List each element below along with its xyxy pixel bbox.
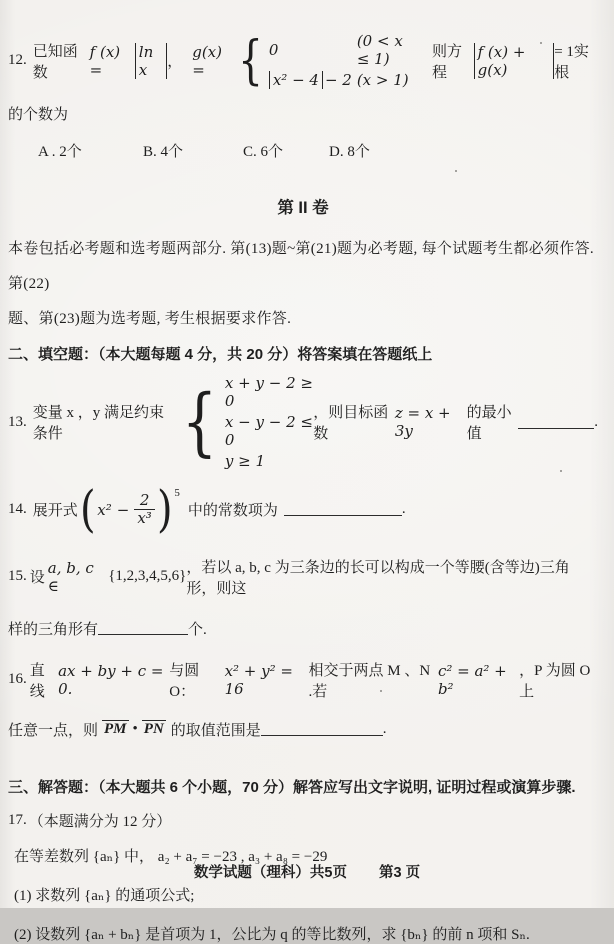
q12-g-definition: g(x) = — [192, 42, 222, 79]
q13-constraints-block — [225, 374, 313, 470]
q16-text-1: 直线 — [29, 662, 45, 700]
q12-equation-abs: f (x) + g(x) — [474, 43, 555, 79]
q15-element-vars: a, b, c ∈ — [47, 558, 94, 595]
q12-case2-value — [269, 71, 357, 89]
choice-d: D. 8个 — [329, 144, 370, 160]
q12-f-definition: f (x) = — [89, 42, 121, 79]
q12-f-abs-expression: ln x — [135, 43, 167, 79]
q16-vector-pm: PM — [104, 721, 127, 737]
q14-pre-text: 展开式 — [32, 503, 78, 520]
q13-constraint-2: x − y − 2 ≤ 0 — [224, 413, 313, 449]
question-12-line2: 的个数为 — [8, 107, 69, 123]
question-17-number: 17. — [8, 811, 27, 828]
question-16-line2 — [8, 719, 598, 740]
q14-answer-blank — [284, 503, 402, 516]
choice-b: B. 4个 — [143, 144, 184, 160]
q14-post-text: 中的常数项为 — [187, 503, 278, 520]
question-12-line1 — [8, 32, 598, 89]
question-13-number: 13. — [8, 413, 27, 430]
q16-text-2: 与圆 O： — [169, 662, 200, 700]
question-16-number: 16. — [8, 671, 27, 687]
q17-part-2: (2) 设数列 {aₙ + bₙ} 是首项为 1，公比为 q 的等比数列，求 {bₙ} 的前 n 项和 Sₙ. — [14, 926, 530, 943]
q16-dot-product-symbol: • — [132, 720, 138, 737]
q16-circle-equation: x² + y² = 16 — [224, 661, 293, 698]
question-17-header — [8, 810, 598, 831]
page-footer — [0, 861, 614, 882]
q12-comma: ， — [167, 54, 183, 70]
q13-constraint-3: y ≥ 1 — [224, 452, 266, 470]
q15-answer-blank — [98, 622, 188, 635]
q12-case2-abs: x² − 4 — [269, 71, 323, 89]
section-2-heading: 二、填空题：（本大题每题 4 分，共 20 分）将答案填在答题纸上 — [8, 346, 433, 363]
q14-minus-sign: − — [116, 500, 130, 519]
question-16 — [8, 659, 598, 740]
question-15 — [8, 556, 598, 639]
q17-score-note: （本题满分为 12 分） — [28, 813, 172, 830]
q12-case-2 — [269, 71, 420, 89]
question-15-line2 — [8, 618, 598, 639]
q12-equation-tail: = 1实根 — [554, 43, 589, 81]
q15-pre-text: 设 — [29, 570, 45, 586]
part-2-title: 第 II 卷 — [277, 199, 329, 217]
q14-fraction-numerator: 2 — [139, 491, 150, 509]
q16-condition-equation: c² = a² + b² — [437, 661, 507, 698]
q12-case2-condition: (x > 1) — [356, 71, 409, 89]
q14-fraction-denominator: x³ — [134, 509, 154, 527]
q16-line-equation: ax + by + c = 0. — [58, 661, 164, 698]
q15-line2-text: 样的三角形有 — [8, 621, 99, 638]
q15-line2-tail: 个. — [188, 621, 207, 638]
scan-speck — [380, 690, 382, 692]
q12-case2-tail: − 2 — [324, 71, 352, 89]
q12-cases-block — [269, 32, 420, 89]
q16-line2-tail: 的取值范围是 — [170, 722, 261, 739]
q12-case1-condition: (0 < x ≤ 1) — [356, 32, 403, 68]
section-3-heading: 三、解答题：（本大题共 6 个小题，70 分）解答应写出文字说明, 证明过程或演算步骤. — [8, 778, 576, 796]
question-16-line1 — [8, 659, 598, 701]
choice-a: A . 2个 — [38, 144, 82, 160]
q12-cases-brace: { — [237, 30, 263, 91]
q14-fraction — [134, 492, 154, 528]
q16-answer-blank — [261, 723, 383, 736]
q12-then-text: 则方程 — [431, 43, 462, 81]
q16-line2-text: 任意一点，则 — [8, 722, 99, 739]
q14-open-paren: ( — [79, 480, 96, 538]
question-12-intro-text: 已知函数 — [32, 43, 78, 81]
q13-answer-blank — [518, 416, 594, 429]
q15-set: {1,2,3,4,5,6} — [108, 568, 187, 584]
q14-base-term: x² — [97, 500, 112, 519]
question-12-choices — [38, 140, 598, 161]
question-14-number: 14. — [8, 501, 27, 518]
intro-line-1: 本卷包括必考题和选考题两部分. 第(13)题~第(21)题为必考题, 每个试题考生都必须作答. 第(22) — [8, 241, 594, 292]
q13-objective-function: z = x + 3y — [394, 404, 451, 440]
question-12-number: 12. — [8, 52, 27, 68]
footer-document-label: 数学试题（理科）共5页 — [193, 865, 347, 881]
q12-case-1 — [269, 32, 420, 68]
q13-period: . — [594, 413, 598, 430]
q16-text-4: ，P 为圆 O 上 — [519, 662, 591, 700]
q12-case1-value: 0 — [268, 41, 279, 59]
q14-close-paren: ) — [156, 480, 173, 538]
q13-post-text: ，则目标函数 — [313, 405, 389, 442]
q16-vector-pn: PN — [143, 721, 164, 737]
q14-period: . — [401, 501, 406, 518]
q13-pre-text: 变量 x ，y 满足约束条件 — [32, 405, 165, 442]
question-13 — [8, 374, 598, 470]
q17-given-conditions: 在等差数列 {aₙ} 中， a₂ + a₇ = −23 , a₃ + a₈ = −29 — [14, 848, 328, 865]
scan-speck — [560, 470, 562, 472]
intro-line-2: 题、第(23)题为选考题, 考生根据要求作答. — [8, 311, 292, 327]
choice-c: C. 6个 — [243, 144, 284, 160]
scan-speck — [455, 170, 457, 172]
intro-paragraph — [8, 232, 598, 337]
q17-part-1: (1) 求数列 {aₙ} 的通项公式; — [14, 887, 195, 904]
q16-text-3: 相交于两点 M 、N .若 — [308, 662, 431, 700]
q13-constraints-brace: { — [181, 379, 218, 465]
footer-page-number: 第3 页 — [379, 865, 421, 881]
q14-exponent: 5 — [174, 487, 180, 499]
q13-constraint-1: x + y − 2 ≥ 0 — [224, 374, 313, 410]
question-15-number: 15. — [8, 568, 27, 584]
question-15-line1 — [8, 556, 598, 598]
question-14 — [8, 480, 598, 538]
q13-post-tail: 的最小值 — [466, 405, 512, 442]
scan-speck — [540, 42, 542, 44]
q15-post-text: ，若以 a, b, c 为三条边的长可以构成一个等腰(含等边)三角形，则这 — [186, 559, 570, 597]
q16-period: . — [382, 720, 387, 737]
